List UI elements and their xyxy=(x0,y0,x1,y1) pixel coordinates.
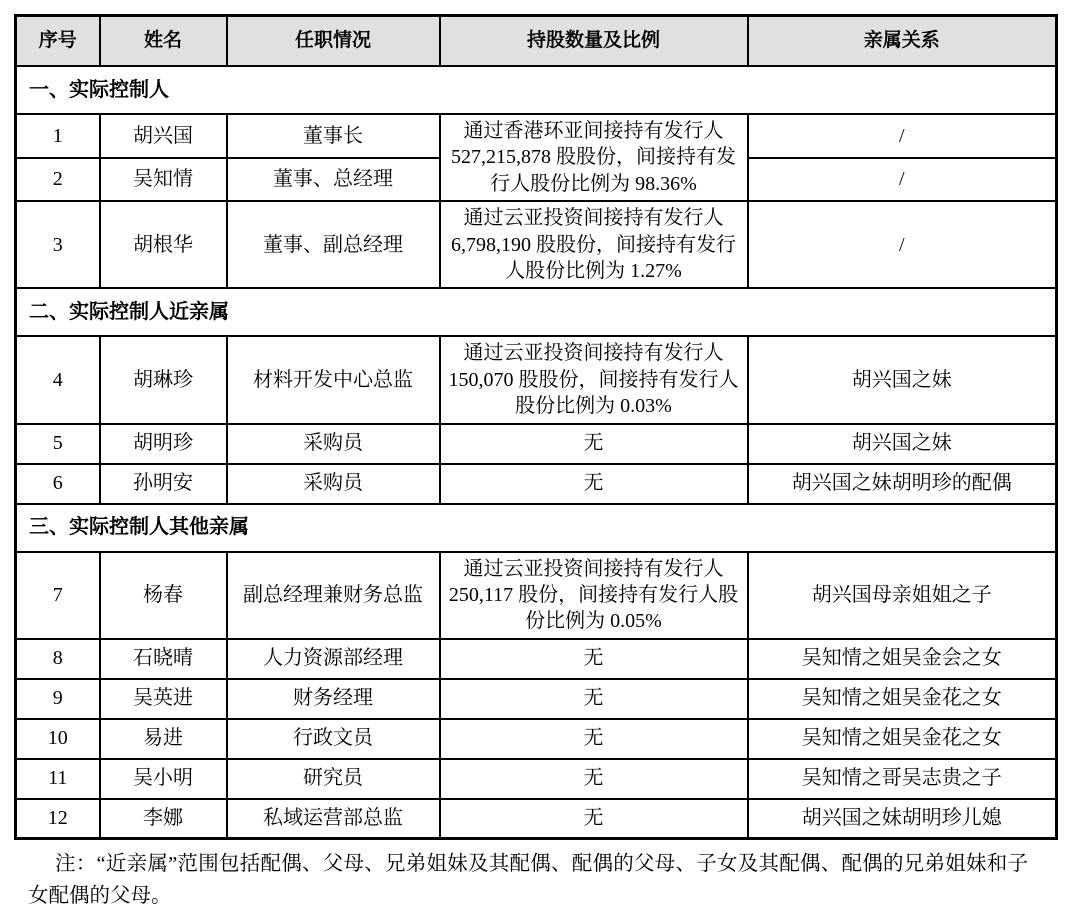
table-row xyxy=(16,719,1057,759)
cell-name: 孙明安 xyxy=(100,464,227,504)
cell-shareholding: 无 xyxy=(440,759,748,799)
cell-serial: 7 xyxy=(16,552,100,639)
cell-name: 杨春 xyxy=(100,552,227,639)
cell-position: 董事长 xyxy=(227,114,440,158)
cell-serial: 4 xyxy=(16,336,100,423)
cell-shareholding: 无 xyxy=(440,424,748,464)
header-name: 姓名 xyxy=(100,16,227,67)
table-row xyxy=(16,336,1057,423)
cell-name: 吴英进 xyxy=(100,679,227,719)
cell-name: 胡琳珍 xyxy=(100,336,227,423)
cell-serial: 12 xyxy=(16,799,100,839)
cell-position: 采购员 xyxy=(227,464,440,504)
cell-shareholding-merged: 通过香港环亚间接持有发行人 527,215,878 股股份，间接持有发行人股份比例为 98.36% xyxy=(440,114,748,201)
cell-relation: 吴知情之姐吴金花之女 xyxy=(748,679,1057,719)
cell-relation: 吴知情之姐吴金花之女 xyxy=(748,719,1057,759)
cell-shareholding: 无 xyxy=(440,464,748,504)
header-shareholding: 持股数量及比例 xyxy=(440,16,748,67)
cell-name: 吴知情 xyxy=(100,158,227,202)
section-title: 二、实际控制人近亲属 xyxy=(16,288,1057,336)
cell-relation: 胡兴国之妹胡明珍的配偶 xyxy=(748,464,1057,504)
cell-relation: 胡兴国之妹 xyxy=(748,336,1057,423)
cell-shareholding: 通过云亚投资间接持有发行人 150,070 股股份，间接持有发行人股份比例为 0.03% xyxy=(440,336,748,423)
cell-position: 行政文员 xyxy=(227,719,440,759)
section-header-row xyxy=(16,504,1057,552)
cell-serial: 11 xyxy=(16,759,100,799)
cell-shareholding: 通过云亚投资间接持有发行人 250,117 股份，间接持有发行人股份比例为 0.05% xyxy=(440,552,748,639)
cell-position: 董事、副总经理 xyxy=(227,201,440,288)
cell-relation: / xyxy=(748,114,1057,158)
table-row xyxy=(16,799,1057,839)
table-row xyxy=(16,464,1057,504)
table-row xyxy=(16,759,1057,799)
cell-serial: 8 xyxy=(16,639,100,679)
table-row xyxy=(16,639,1057,679)
table-row xyxy=(16,679,1057,719)
cell-serial: 6 xyxy=(16,464,100,504)
cell-shareholding: 无 xyxy=(440,679,748,719)
cell-position: 董事、总经理 xyxy=(227,158,440,202)
cell-serial: 3 xyxy=(16,201,100,288)
cell-relation: / xyxy=(748,201,1057,288)
cell-position: 财务经理 xyxy=(227,679,440,719)
cell-relation: 吴知情之姐吴金会之女 xyxy=(748,639,1057,679)
cell-name: 石晓晴 xyxy=(100,639,227,679)
table-row xyxy=(16,424,1057,464)
cell-position: 材料开发中心总监 xyxy=(227,336,440,423)
table-header-row xyxy=(16,16,1057,67)
cell-position: 私域运营部总监 xyxy=(227,799,440,839)
cell-shareholding: 无 xyxy=(440,719,748,759)
cell-serial: 9 xyxy=(16,679,100,719)
section-title: 一、实际控制人 xyxy=(16,66,1057,114)
cell-name: 胡根华 xyxy=(100,201,227,288)
cell-relation: 胡兴国之妹胡明珍儿媳 xyxy=(748,799,1057,839)
cell-name: 胡兴国 xyxy=(100,114,227,158)
header-position: 任职情况 xyxy=(227,16,440,67)
cell-name: 李娜 xyxy=(100,799,227,839)
cell-serial: 5 xyxy=(16,424,100,464)
section-header-row xyxy=(16,66,1057,114)
cell-position: 研究员 xyxy=(227,759,440,799)
footnote: 注：“近亲属”范围包括配偶、父母、兄弟姐妹及其配偶、配偶的父母、子女及其配偶、配偶的兄弟姐妹和子女配偶的父母。 xyxy=(28,853,1028,907)
cell-serial: 2 xyxy=(16,158,100,202)
table-row xyxy=(16,201,1057,288)
section-header-row xyxy=(16,288,1057,336)
table-row xyxy=(16,552,1057,639)
cell-relation: 胡兴国之妹 xyxy=(748,424,1057,464)
section-title: 三、实际控制人其他亲属 xyxy=(16,504,1057,552)
cell-name: 易进 xyxy=(100,719,227,759)
holdings-table xyxy=(14,14,1058,840)
header-relation: 亲属关系 xyxy=(748,16,1057,67)
cell-position: 人力资源部经理 xyxy=(227,639,440,679)
cell-name: 胡明珍 xyxy=(100,424,227,464)
cell-relation: / xyxy=(748,158,1057,202)
cell-relation: 吴知情之哥吴志贵之子 xyxy=(748,759,1057,799)
cell-relation: 胡兴国母亲姐姐之子 xyxy=(748,552,1057,639)
cell-shareholding: 通过云亚投资间接持有发行人 6,798,190 股股份，间接持有发行人股份比例为 1.27% xyxy=(440,201,748,288)
cell-shareholding: 无 xyxy=(440,799,748,839)
cell-position: 副总经理兼财务总监 xyxy=(227,552,440,639)
header-serial: 序号 xyxy=(16,16,100,67)
cell-position: 采购员 xyxy=(227,424,440,464)
table-row xyxy=(16,114,1057,158)
cell-shareholding: 无 xyxy=(440,639,748,679)
cell-serial: 1 xyxy=(16,114,100,158)
cell-serial: 10 xyxy=(16,719,100,759)
cell-name: 吴小明 xyxy=(100,759,227,799)
